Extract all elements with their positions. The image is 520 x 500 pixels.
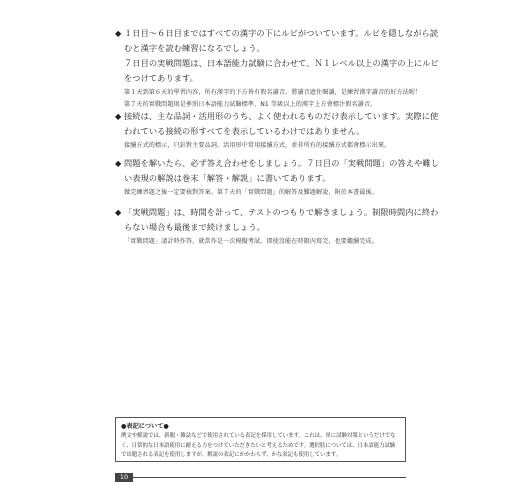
jp-line: ◆ 問題を解いたら、必ず答え合わせをしましょう。７日目の「実戦問題」の答えや難し — [115, 156, 407, 171]
cn-line: 接續方式的標示，只針對主要品詞、活用形中常用接續方式，並非所有的接續方式都會標示出來。 — [124, 142, 391, 149]
jp-line: ◆ 「実戦問題」は、時間を計って、テストのつもりで解きましょう。制限時間内に終わ — [115, 205, 407, 220]
jp-line: らない場合も最後まで続けましょう。 — [124, 222, 265, 232]
jp-line: ◆ １日目～６日目まではすべての漢字の下にルビがついています。ルビを隠しながら読 — [115, 26, 407, 41]
diamond-bullet-icon: ◆ — [115, 111, 122, 121]
section-answers-info — [115, 156, 439, 198]
notation-note-box — [115, 417, 406, 462]
jp-line: い表現の解説は巻末「解答・解説」に書いてあります。 — [124, 173, 331, 183]
footer-rule — [133, 477, 406, 478]
cn-line: 「實戰問題」請計時作答，就當作是一次模擬考試。即使沒能在時限內寫完，也要繼續完成。 — [124, 238, 378, 245]
diamond-bullet-icon: ◆ — [115, 158, 122, 168]
cn-line: 第７天的實戰問題則是參照日本語能力試驗標準，N1 等級以上的漢字上方會標注假名讀音。 — [124, 101, 377, 108]
note-text: 例文や解説では、新聞・雑誌などで使用されている表記を採用しています。これは、単に試験対策というだけでなく、日常的な日本語使用に耐える力をつけていただきたいと考えるためです。選択肢については、日本語能力試験で出題される表記を使用しますが、解説の表記にかかわらず、かな表記も使用しています。 — [121, 433, 396, 458]
diamond-bullet-icon: ◆ — [115, 207, 122, 217]
jp-line: むと漢字を読む練習になるでしょう。 — [124, 43, 265, 53]
diamond-bullet-icon: ◆ — [115, 28, 122, 38]
section-ruby-info — [115, 26, 439, 110]
page-number: 10 — [115, 473, 133, 482]
jp-line: をつけてあります。 — [124, 73, 198, 83]
section-practice-test-info — [115, 205, 439, 247]
cn-line: 做完練習題之後一定要核對答案。第７天的「實戰問題」的解答及難題解說，附於本書最後。 — [124, 189, 378, 196]
note-title: ●表記について● — [121, 423, 169, 430]
jp-line: ７日目の実戦問題は、日本語能力試験に合わせて、Ｎ１レベル以上の漢字の上にルビ — [124, 58, 439, 68]
section-connection-info — [115, 109, 439, 151]
jp-line: われている接続の形すべてを表示しているわけではありません。 — [124, 126, 365, 136]
cn-line: 第１天到第６天的學習內容，所有漢字的下方皆有假名讀音。將讀音遮住閱讀，是練習漢字讀音的好方法喔！ — [124, 89, 422, 96]
jp-line: ◆ 接続は、主な品詞・活用形のうち、よく使われるものだけ表示しています。実際に使 — [115, 109, 407, 124]
